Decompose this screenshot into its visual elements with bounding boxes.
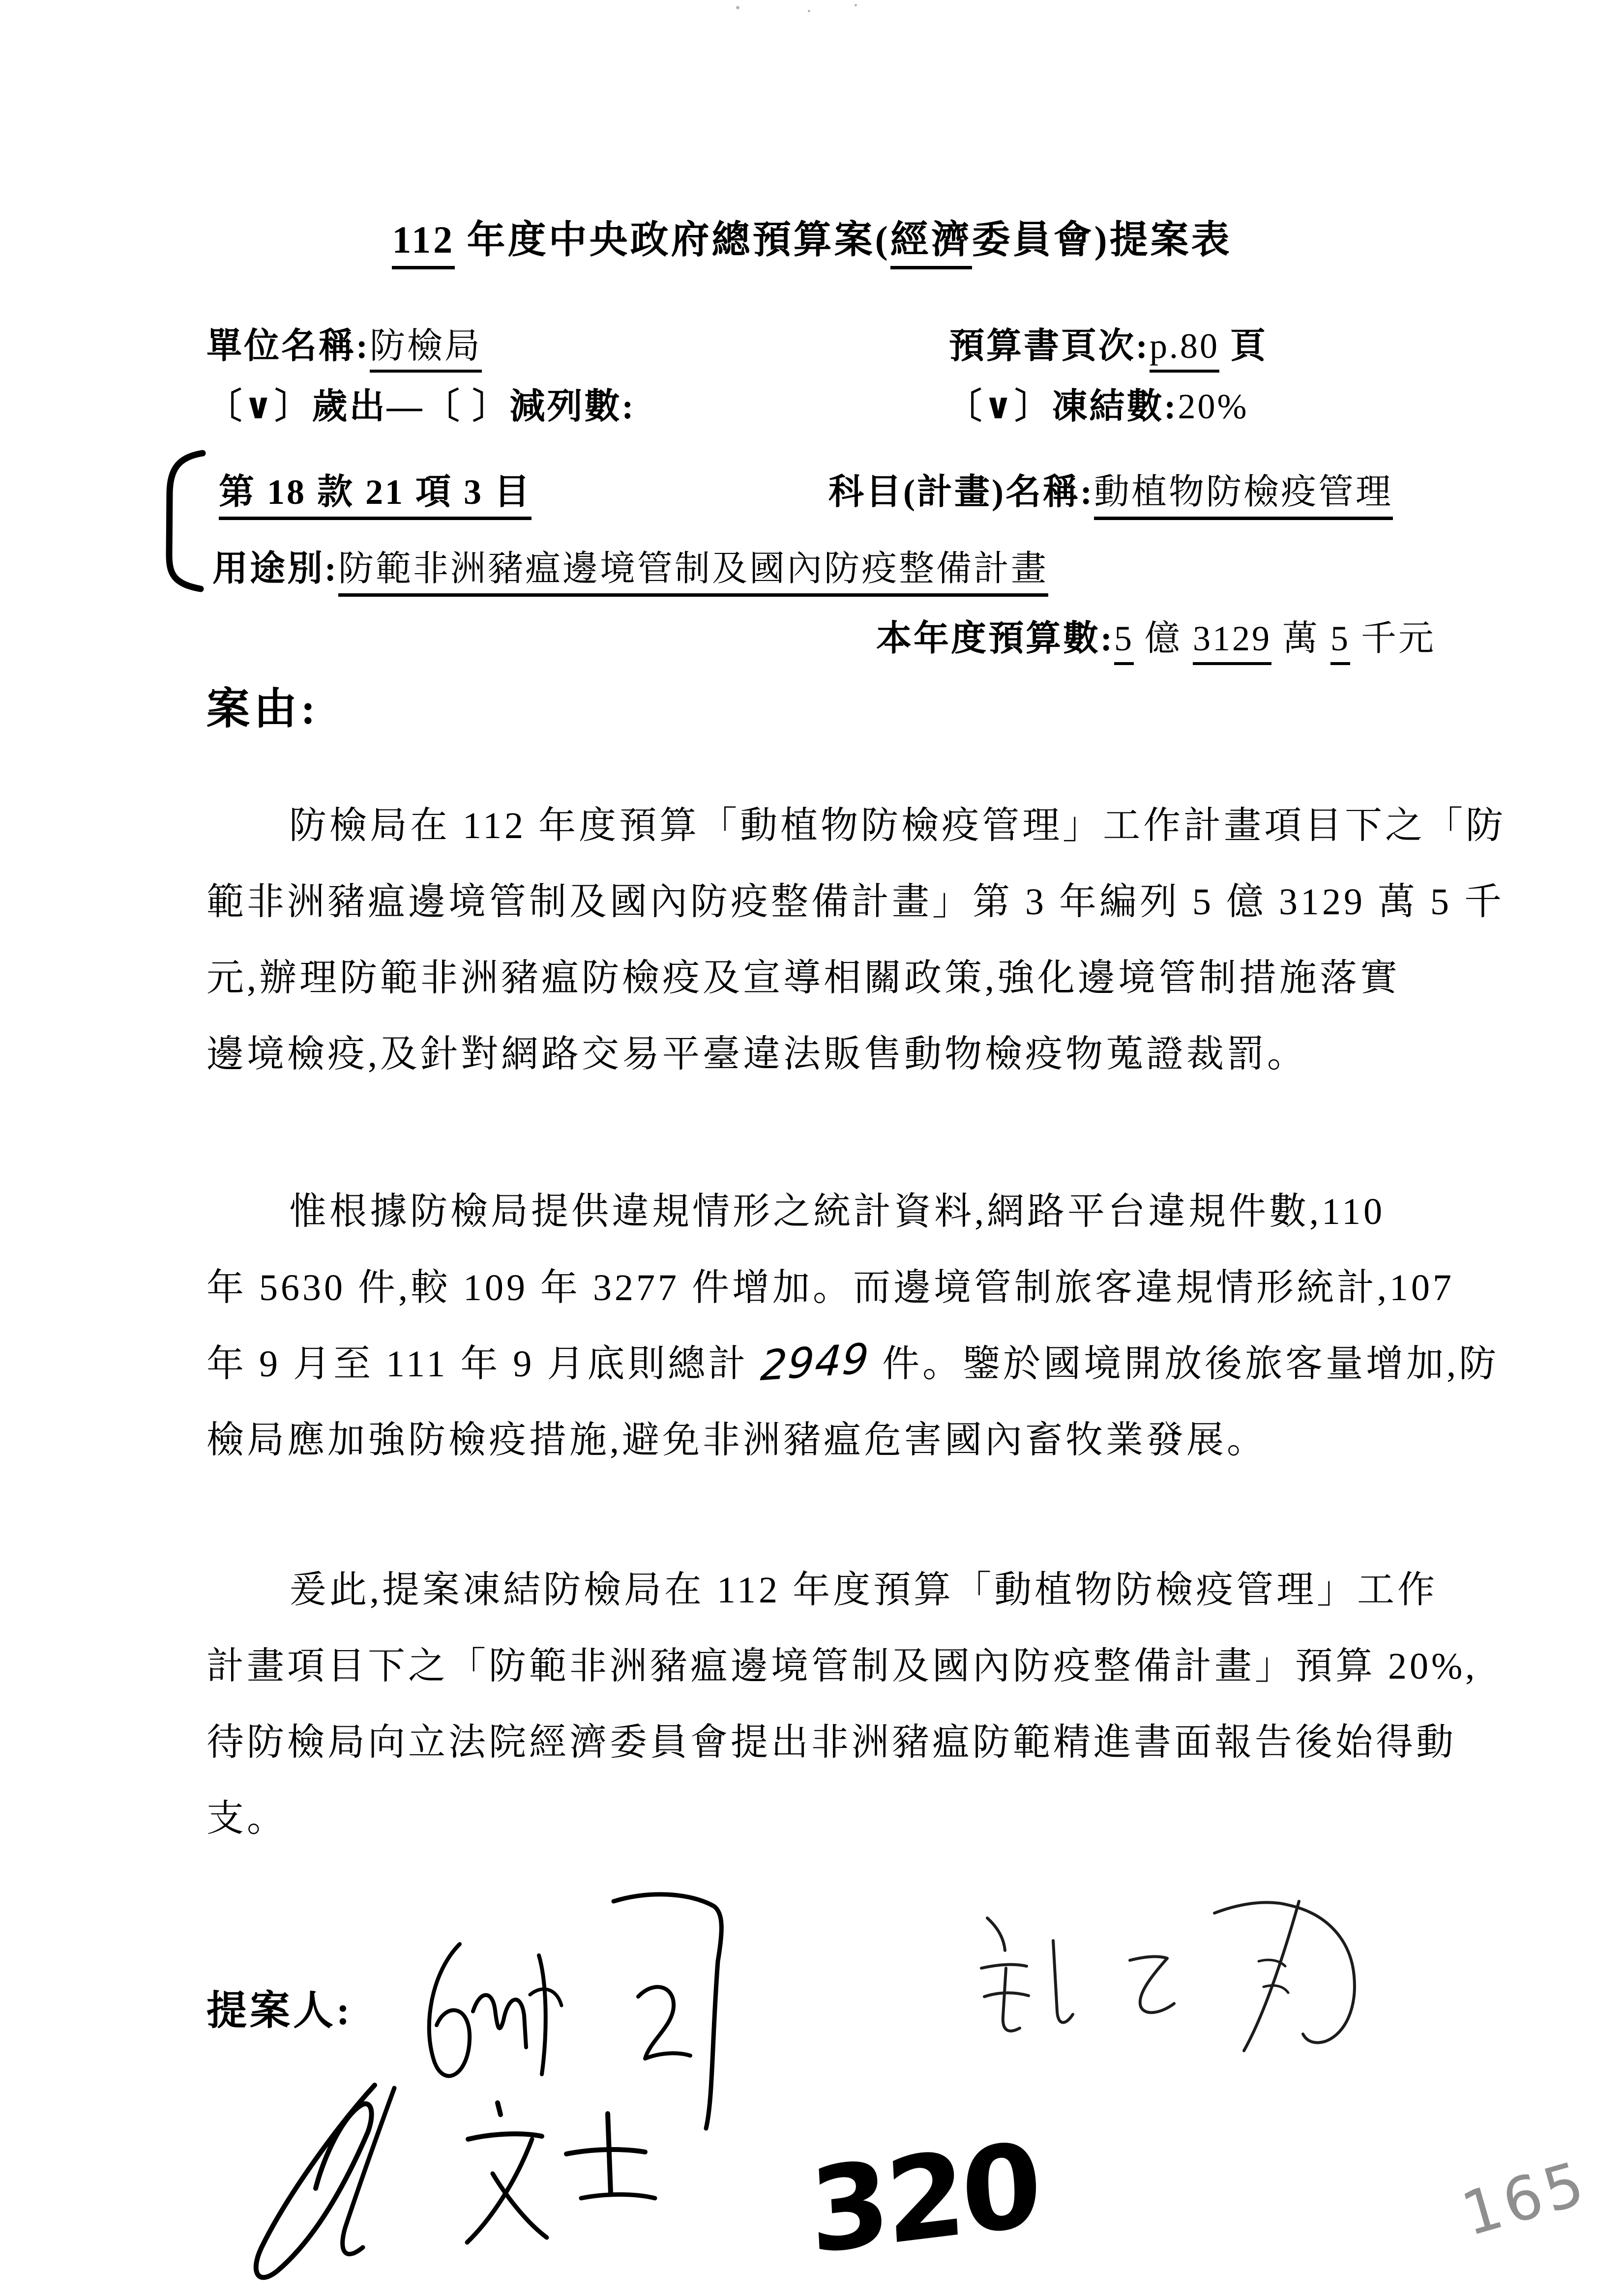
- usage-row: [212, 540, 1048, 591]
- annual-budget-unit3: 千元: [1350, 619, 1436, 658]
- scan-speck: [736, 6, 739, 9]
- title-year-underlined: 112: [392, 218, 455, 269]
- scan-speck: [855, 4, 857, 6]
- handwritten-number-320: 320: [806, 2118, 1041, 2280]
- subject-label: 科目(計畫)名稱:: [828, 472, 1094, 512]
- budget-item-row: [219, 463, 531, 514]
- signature-3: [256, 2085, 655, 2277]
- subject-row: [828, 463, 1393, 514]
- freeze-percentage-value: 20%: [1178, 387, 1249, 426]
- unit-name-label: 單位名稱:: [207, 326, 370, 366]
- usage-label: 用途別:: [212, 549, 338, 588]
- title-mid: 年度中央政府總預算案(: [455, 218, 890, 261]
- budget-page-suffix: 頁: [1219, 326, 1268, 366]
- title-committee-underlined: 經濟: [890, 218, 972, 269]
- page-title: [0, 209, 1624, 264]
- unit-name-value: 防檢局: [370, 326, 482, 373]
- scan-speck: [808, 10, 810, 12]
- paragraph2-line3: [207, 1334, 1500, 1391]
- paragraph1-line1: 防檢局在 112 年度預算「動植物防檢疫管理」工作計畫項目下之「防: [289, 805, 1506, 846]
- freeze-checkbox-row: [946, 378, 1248, 429]
- paragraph1-line3: 元,辦理防範非洲豬瘟防檢疫及宣導相關政策,強化邊境管制措施落實: [207, 958, 1400, 999]
- signature-1: [429, 1894, 722, 2128]
- case-reason-label: 案由:: [207, 686, 320, 733]
- annual-budget-unit2: 萬: [1271, 619, 1331, 658]
- paragraph2-line3-suffix: 件。鑒於國境開放後旅客量增加,防: [870, 1343, 1500, 1385]
- annual-budget-label: 本年度預算數:: [876, 619, 1114, 658]
- handwritten-case-count: 2949: [759, 1334, 872, 1391]
- paragraph2-line4: 檢局應加強防檢疫措施,避免非洲豬瘟危害國內畜牧業發展。: [207, 1420, 1267, 1461]
- signature-2: [981, 1901, 1355, 2051]
- annual-budget-num2: 3129: [1193, 619, 1271, 665]
- paragraph2-line1: 惟根據防檢局提供違規情形之統計資料,網路平台違規件數,110: [289, 1191, 1386, 1232]
- freeze-checkbox-label: 〔∨〕凍結數:: [946, 387, 1178, 426]
- annual-budget-row: [876, 610, 1436, 661]
- paragraph3-line1: 爰此,提案凍結防檢局在 112 年度預算「動植物防檢疫管理」工作: [289, 1569, 1438, 1611]
- annual-budget-unit1: 億: [1133, 619, 1193, 658]
- subject-value: 動植物防檢疫管理: [1094, 472, 1393, 520]
- paragraph2-line2: 年 5630 件,較 109 年 3277 件增加。而邊境管制旅客違規情形統計,107: [207, 1267, 1454, 1308]
- paragraph3-line2: 計畫項目下之「防範非洲豬瘟邊境管制及國內防疫整備計畫」預算 20%,: [207, 1646, 1478, 1687]
- budget-page-value: p.80: [1150, 326, 1219, 373]
- title-end: 委員會)提案表: [972, 218, 1232, 261]
- usage-value: 防範非洲豬瘟邊境管制及國內防疫整備計畫: [338, 549, 1048, 597]
- paragraph3-line4: 支。: [207, 1798, 287, 1839]
- budget-page-label: 預算書頁次:: [949, 326, 1150, 366]
- paragraph3-line3: 待防檢局向立法院經濟委員會提出非洲豬瘟防範精進書面報告後始得動: [207, 1722, 1456, 1763]
- left-bracket-icon: [169, 453, 203, 589]
- expense-checkbox-row: [207, 378, 635, 429]
- annual-budget-num3: 5: [1330, 619, 1350, 665]
- proposer-label: 提案人:: [207, 1988, 353, 2033]
- expense-checkbox-label: 〔∨〕歲出—〔 〕減列數:: [207, 387, 636, 426]
- paragraph2-line3-prefix: 年 9 月至 111 年 9 月底則總計: [207, 1343, 761, 1385]
- annual-budget-num1: 5: [1114, 619, 1134, 665]
- paragraph1-line2: 範非洲豬瘟邊境管制及國內防疫整備計畫」第 3 年編列 5 億 3129 萬 5 千: [207, 881, 1505, 923]
- handwritten-number-165: 165: [1454, 2148, 1595, 2250]
- unit-name-row: [207, 317, 482, 368]
- budget-page-row: [949, 317, 1268, 368]
- budget-item-number: 第 18 款 21 項 3 目: [219, 472, 531, 520]
- paragraph1-line4: 邊境檢疫,及針對網路交易平臺違法販售動物檢疫物蒐證裁罰。: [207, 1034, 1307, 1075]
